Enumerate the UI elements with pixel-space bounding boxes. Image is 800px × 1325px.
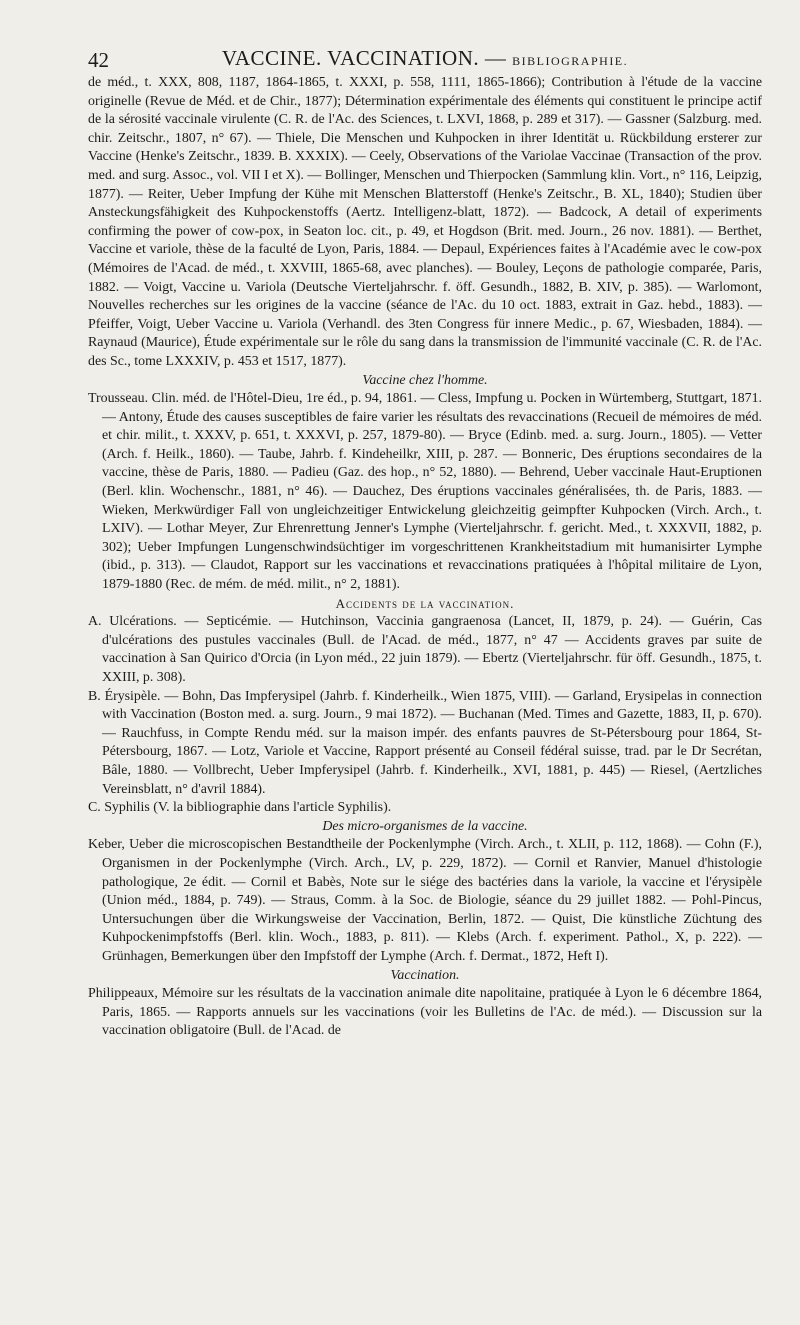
running-title-section: BIBLIOGRAPHIE.: [512, 54, 629, 68]
running-title-main: VACCINE. VACCINATION. —: [221, 46, 507, 70]
bibliography-text: [88, 74, 762, 1041]
section-heading: Vaccination.: [390, 967, 460, 983]
paragraph: C. Syphilis (V. la bibliographie dans l'article Syphilis).: [88, 800, 392, 816]
section-heading: Vaccine chez l'homme.: [362, 372, 488, 388]
paragraph: Trousseau. Clin. méd. de l'Hôtel-Dieu, 1re éd., p. 94, 1861. — Cless, Impfung u. Pocken in Würtemberg, Stuttgart, 1871. — Antony, Étude des causes susceptibles de faire varier les résultats des revaccinations (Recueil de mémoires de méd. et chir. milit., t. XXXV, p. 651, t. XXXVI, p. 257, 1879-80). — Bryce (Edinb. med. a. surg. Journ., 1805). — Vetter (Arch. f. Heilk., 1860). — Taube, Jahrb. f. Kindeheilkr, XIII, p. 287. — Bonneric, Des éruptions secondaires de la vaccine, thèse de Paris, 1880. — Padieu (Gaz. des hop., n° 52, 1880). — Behrend, Ueber vaccinale Haut-Eruptionen (Berl. klin. Wochenschr., 1881, n° 46). — Dauchez, Des éruptions vaccinales généralisées, th. de Paris, 1883. — Wieken, Merkwürdiger Fall von ungleichzeitiger Entwickelung gleichzeitig geimpfter Kuhpocken (Virch. Arch., t. LXIV). — Lothar Meyer, Zur Ehrenrettung Jenner's Lymphe (Vierteljahrschr. f. gericht. Med., t. XXXVII, 1882, p. 302); Ueber Impfungen Lungenschwindsüchtiger im vorgeschrittenen Krankheitstadium mit humanisirter Lymphe (ibid., p. 313). — Claudot, Rapport sur les vaccinations et revaccinations pratiquées à l'hôpital militaire de Lyon, 1879-1880 (Rec. de mém. de méd. milit., n° 2, 1881).: [88, 391, 762, 593]
page-number: 42: [88, 48, 109, 72]
paragraph: B. Érysipèle. — Bohn, Das Impferysipel (Jahrb. f. Kinderheilk., Wien 1875, VIII). — Garland, Erysipelas in connection with Vaccination (Boston med. a. surg. Journ., 9 mai 1872). — Buchanan (Med. Times and Gazette, 1883, II, p. 670). — Rauchfuss, in Compte Rendu méd. sur la maison impér. des enfants pauvres de St-Pétersbourg pour 1864, St-Pétersbourg, 1867. — Lotz, Variole et Vaccine, Rapport présenté au Conseil fédéral suisse, trad. par le Dr Secrétan, Bâle, 1880. — Vollbrecht, Ueber Impferysipel (Jahrb. f. Kinderheilk., XVI, 1881, p. 445) — Riesel, (Aertzliches Vereinsblatt, n° d'avril 1884).: [88, 688, 762, 797]
section-heading: Accidents de la vaccination.: [335, 595, 515, 611]
paragraph: de méd., t. XXX, 808, 1187, 1864-1865, t. XXXI, p. 558, 1111, 1865-1866); Contribution à l'étude de la vaccine originelle (Revue de Méd. et de Chir., 1877); Détermination expérimentale des éléments qui constituent le principe actif de la sérosité vaccinale virulente (C. R. de l'Ac. des Sciences, t. LXVI, 1868, p. 289 et 317). — Gassner (Salzburg. med. chir. Zeitschr., 1807, n° 67). — Thiele, Die Menschen und Kuhpocken in ihrer Identität u. Rückbildung ersterer zur Vaccine (Henke's Zeitschr., 1839. B. XXXIX). — Ceely, Observations of the Variolae Vaccinae (Transaction of the prov. med. and surg. Assoc., vol. VII I et X). — Bollinger, Menschen und Thierpocken (Sammlung klin. Vort., n° 116, Leipzig, 1877). — Reiter, Ueber Impfung der Kühe mit Menschen Blatterstoff (Henke's Zeitschr., B. XL, 1840); Studien über Ansteckungsfähigkeit des Kuhpockenstoffs (Aertz. Intelligenz-blatt, 1872). — Badcock, A detail of experiments confirming the power of cow-pox, in Seaton loc. cit., p. 49, et Hogdson (Brit. med. Journ., 26 nov. 1881). — Berthet, Vaccine et variole, thèse de la faculté de Lyon, Paris, 1884. — Depaul, Expériences faites à l'Académie avec le cow-pox (Mémoires de l'Acad. de méd., t. XXVIII, 1865-68, avec planches). — Bouley, Leçons de pathologie comparée, Paris, 1882. — Voigt, Vaccine u. Variola (Deutsche Vierteljahrschr. f. öff. Gesundh., 1882, B. XIV, p. 385). — Warlomont, Nouvelles recherches sur les origines de la vaccine (séance de l'Ac. du 10 oct. 1883, extrait in Gaz. hebd., 1883). — Pfeiffer, Voigt, Ueber Vaccine u. Variola (Verhandl. des 3ten Congress für innere Medic., p. 67, Wiesbaden, 1884). — Raynaud (Maurice), Étude expérimentale sur le rôle du sang dans la transmission de l'immunité vaccinale (C. R. de l'Ac. des Sc., tome LXXXIV, p. 453 et 1517, 1877).: [88, 75, 762, 369]
paragraph: Philippeaux, Mémoire sur les résultats de la vaccination animale dite napolitaine, pratiquée à Lyon le 6 décembre 1864, Paris, 1865. — Rapports annuels sur les vaccinations (voir les Bulletins de l'Ac. de méd.). — Discussion sur la vaccination obligatoire (Bull. de l'Acad. de: [88, 986, 762, 1039]
page-header: [88, 40, 762, 74]
paragraph: Keber, Ueber die microscopischen Bestandtheile der Pockenlymphe (Virch. Arch., t. XLII, p. 112, 1868). — Cohn (F.), Organismen in der Pockenlymphe (Virch. Arch., LV, p. 229, 1872). — Cornil et Ranvier, Manuel d'histologie pathologique, 2e édit. — Cornil et Babès, Note sur le siége des bactéries dans la variole, la vaccine et l'érysipèle (Union méd., 1884, p. 749). — Straus, Comm. à la Soc. de Biologie, séance du 29 juillet 1882. — Pohl-Pincus, Untersuchungen über die Wirkungsweise der Vaccination, Berlin, 1872. — Quist, Die künstliche Züchtung des Kuhpockenimpfstoffs (Berl. klin. Woch., 1883, p. 811). — Klebs (Arch. f. experiment. Pathol., X, p. 222). — Grünhagen, Bemerkungen über den Impfstoff der Lymphe (Arch. f. Dermat., 1872, Heft I).: [88, 837, 762, 964]
paragraph: A. Ulcérations. — Septicémie. — Hutchinson, Vaccinia gangraenosa (Lancet, II, 1879, p. 24). — Guérin, Cas d'ulcérations des pustules vaccinales (Bull. de l'Acad. de méd., 1877, n° 47 — Accidents graves par suite de vaccination à San Quirico d'Orcia (in Lyon méd., 22 juin 1879). — Ebertz (Vierteljahrschr. für öff. Gesundh., 1875, t. XXIII, p. 308).: [88, 614, 762, 685]
section-heading: Des micro-organismes de la vaccine.: [322, 818, 528, 834]
running-title: [88, 46, 762, 71]
